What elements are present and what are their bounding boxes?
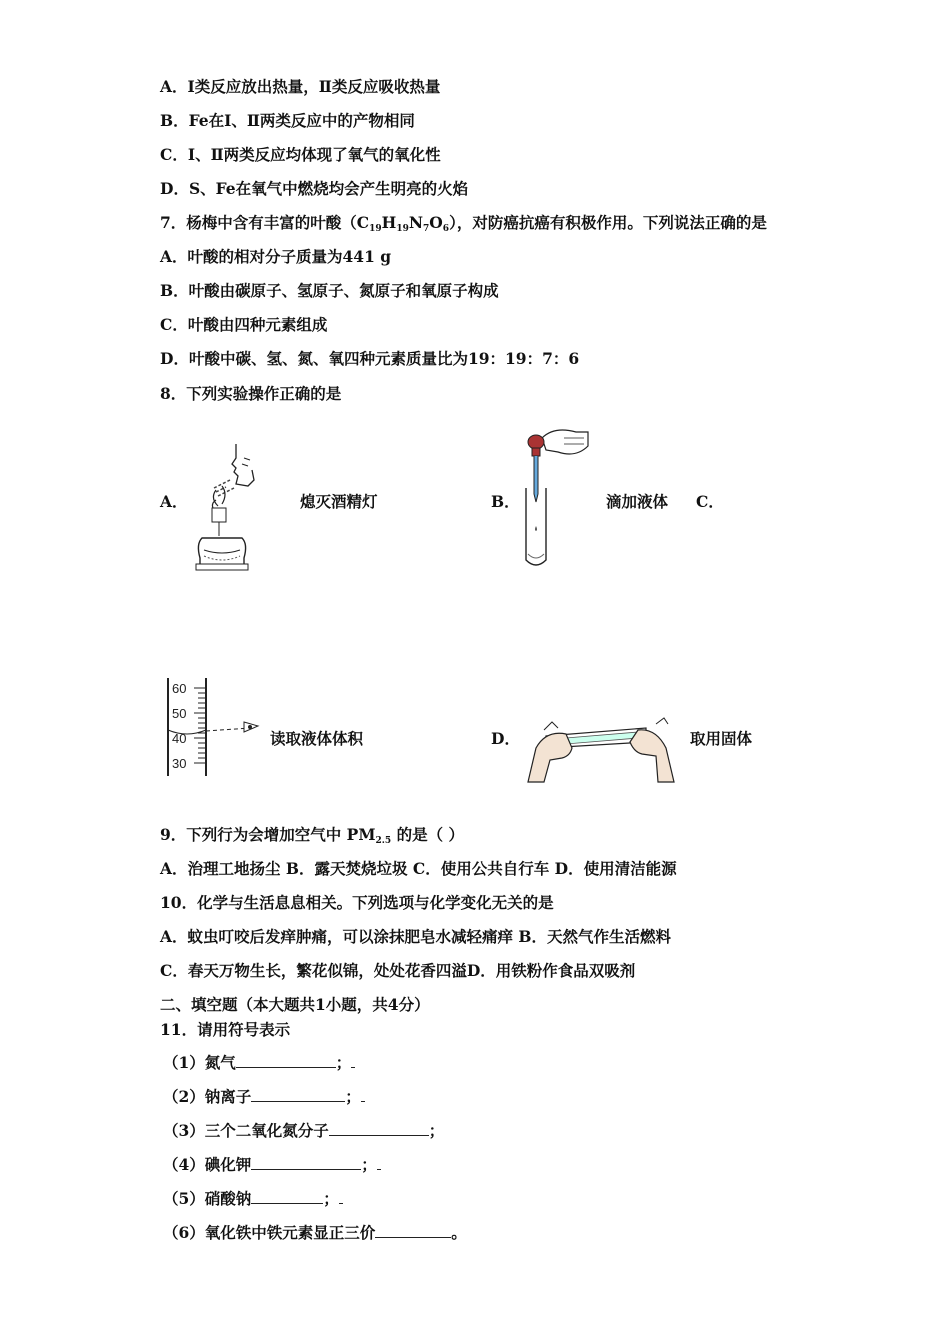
cylinder-tick-60: 60 (172, 681, 187, 696)
q11-stem: 11．请用符号表示 (160, 1020, 291, 1039)
q11-item-6: （6）氧化铁中铁元素显正三价 。 (163, 1223, 467, 1242)
q7-stem: 7．杨梅中含有丰富的叶酸$(C_{19}H_{19}N_7O_6)$，对防癌抗癌有积极作用。下列说法正确的是 (160, 213, 767, 234)
q11-item-1: （1）氮气 ； (163, 1053, 355, 1073)
q9-stem: 9．下列行为会增加空气中 $PM_{2.5}$ 的是（ ） (160, 825, 464, 846)
q8-option-a-caption: 熄灭酒精灯 (300, 492, 378, 511)
q8-option-d-caption: 取用固体 (690, 729, 753, 748)
q7-option-d: D．叶酸中碳、氢、氮、氧四种元素质量比为19：19：7：6 (160, 349, 580, 368)
q11-item-2: （2）钠离子 ； (163, 1087, 365, 1107)
q10-options-line1: A．蚊虫叮咬后发痒肿痛，可以涂抹肥皂水减轻痛痒 B．天然气作生活燃料 (160, 927, 672, 946)
q8-option-b-caption: 滴加液体 (606, 492, 669, 511)
q8-option-c-letter: C． (696, 492, 724, 511)
alcohol-lamp-illustration (192, 440, 272, 572)
q6-option-c: C．Ⅰ、Ⅱ两类反应均体现了氧气的氧化性 (160, 145, 441, 164)
q8-option-a-letter: A． (160, 492, 188, 511)
q10-stem: 10．化学与生活息息相关。下列选项与化学变化无关的是 (160, 893, 554, 912)
q8-option-c-caption: 读取液体体积 (270, 729, 364, 748)
q6-option-a: A．Ⅰ类反应放出热量，Ⅱ类反应吸收热量 (160, 77, 441, 96)
q11-item-5: （5）硝酸钠 ； (163, 1189, 343, 1209)
q8-stem: 8．下列实验操作正确的是 (160, 384, 342, 403)
q6-option-b: B．Fe在Ⅰ、Ⅱ两类反应中的产物相同 (160, 111, 415, 130)
q7-option-a: A．叶酸的相对分子质量为441 g (160, 247, 392, 266)
q11-item-4: （4）碘化钾 ； (163, 1155, 381, 1175)
q11-item-3: （3）三个二氧化氮分子 ； (163, 1121, 445, 1140)
cylinder-tick-50: 50 (172, 706, 187, 721)
test-tube-solid-illustration (526, 708, 676, 784)
q6-option-d: D．S、Fe在氧气中燃烧均会产生明亮的火焰 (160, 179, 469, 198)
q9-options: A．治理工地扬尘 B．露天焚烧垃圾 C．使用公共自行车 D．使用清洁能源 (160, 859, 677, 878)
q10-options-line2: C．春天万物生长，繁花似锦，处处花香四溢D．用铁粉作食品双吸剂 (160, 961, 636, 980)
dropper-test-tube-illustration (524, 428, 592, 570)
cylinder-tick-30: 30 (172, 756, 187, 771)
q7-option-b: B．叶酸由碳原子、氢原子、氮原子和氧原子构成 (160, 281, 499, 300)
q8-option-b-letter: B． (491, 492, 520, 511)
q8-option-d-letter: D． (491, 729, 520, 748)
q7-option-c: C．叶酸由四种元素组成 (160, 315, 328, 334)
cylinder-tick-40: 40 (172, 731, 187, 746)
section-heading: 二、填空题（本大题共1小题，共4分） (160, 995, 430, 1014)
